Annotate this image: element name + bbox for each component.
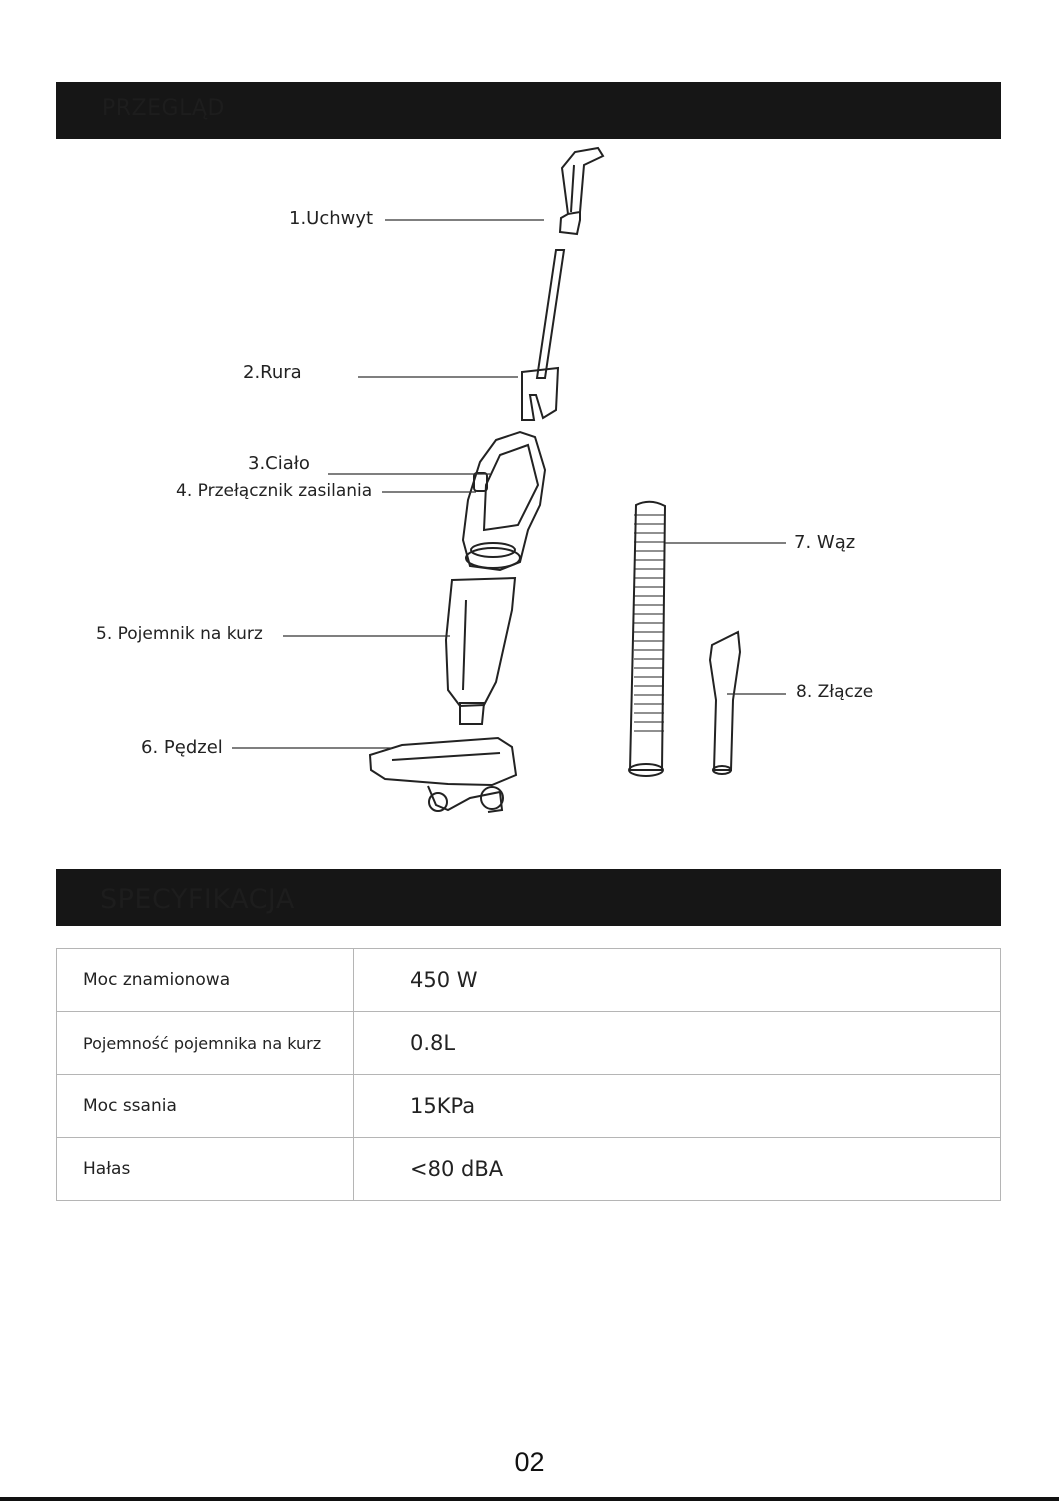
brush-illustration (370, 738, 516, 812)
connector-illustration (710, 632, 740, 774)
spec-name: Moc znamionowa (57, 949, 354, 1012)
dust-container-illustration (446, 578, 515, 724)
spec-value: <80 dBA (354, 1138, 1001, 1201)
table-row (57, 949, 1001, 1012)
tube-illustration (522, 250, 564, 420)
table-row (57, 1075, 1001, 1138)
part-label-body: 3.Ciało (248, 453, 310, 474)
body-illustration (463, 432, 545, 570)
page-number: 02 (514, 1447, 545, 1477)
table-row (57, 1138, 1001, 1201)
spec-value: 15KPa (354, 1075, 1001, 1138)
hose-illustration (629, 502, 665, 776)
overview-title: PRZEGLĄD (102, 96, 225, 121)
part-label-hose: 7. Wąz (794, 532, 856, 553)
spec-title: SPECYFIKACJA (100, 884, 295, 915)
handle-illustration (560, 148, 603, 234)
spec-table (56, 948, 1001, 1201)
part-label-dust-container: 5. Pojemnik na kurz (96, 624, 263, 644)
spec-value: 0.8L (354, 1012, 1001, 1075)
hose-ribs (634, 515, 664, 731)
part-label-tube: 2.Rura (243, 362, 302, 383)
part-label-handle: 1.Uchwyt (289, 208, 374, 229)
spec-header-bar (56, 869, 1001, 926)
part-label-brush: 6. Pędzel (141, 737, 223, 758)
part-label-power-switch: 4. Przełącznik zasilania (176, 481, 373, 501)
table-row (57, 1012, 1001, 1075)
spec-name: Pojemność pojemnika na kurz (57, 1012, 354, 1075)
bottom-rule (0, 1497, 1059, 1501)
spec-value: 450 W (354, 949, 1001, 1012)
spec-name: Hałas (57, 1138, 354, 1201)
spec-name: Moc ssania (57, 1075, 354, 1138)
part-label-connector: 8. Złącze (796, 682, 874, 702)
